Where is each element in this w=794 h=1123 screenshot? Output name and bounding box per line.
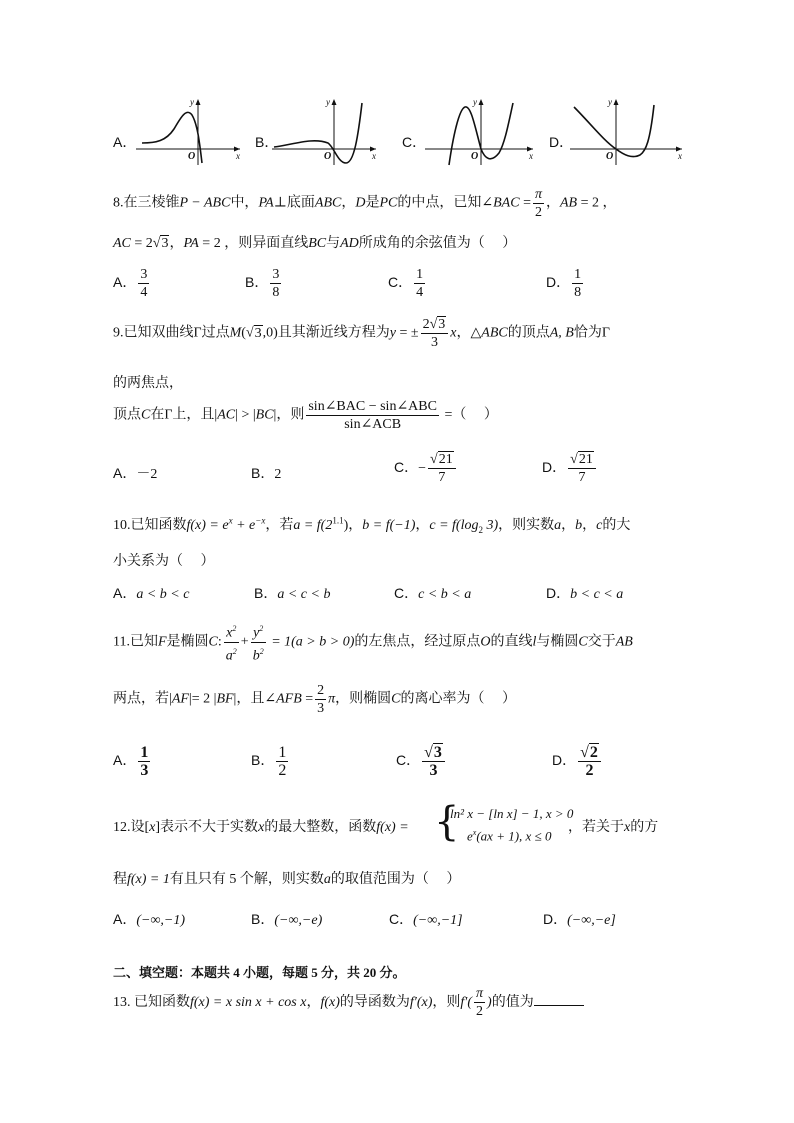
q8-option-a: A． $\frac{3}{4}$ [113, 267, 148, 300]
q13-stem: 13. 已知函数f(x) = x sin x + cos x，f(x)的导函数为f′(x)，则f′( $\frac{\pi}{2}$ )的值为 [113, 985, 584, 1021]
q7-origin-c: O [471, 151, 479, 162]
q7-axis-y-d: y [608, 97, 612, 107]
q7-option-b-label: B． [255, 134, 279, 150]
q10-option-d: D．b < c < a [546, 585, 624, 602]
q10-stem-line2: 小关系为（ ） [113, 554, 215, 569]
q12-option-b: B．(−∞,−e) [251, 911, 323, 928]
q9-asymptote-fraction: $\frac{2√3}{3}$ [421, 316, 449, 351]
q12-case1: ln² x − [ln x] − 1, x > 0 [450, 806, 574, 821]
q11-option-a: A． $\frac{1}{3}$ [113, 744, 149, 779]
q8-option-c: C． $\frac{1}{4}$ [388, 267, 424, 300]
q10-option-c: C．c < b < a [394, 585, 472, 602]
q11-stem-line2: 两点，若|AF|= 2 |BF|，且∠AFB = $\frac{2}{3}$ π，则椭圆C的离心率为（ ） [113, 683, 517, 716]
q7-origin-b: O [324, 151, 332, 162]
q7-axis-x-b: x [372, 151, 376, 161]
sqrt-icon: √ [152, 236, 161, 251]
q7-graph-d [570, 97, 690, 167]
q9-stem-line3: 顶点C在Γ上，且|AC| > |BC|，则 $\frac{\text{sin∠BAC − sin∠ABC}}{\text{sin∠ACB}}$ =（ ） [113, 399, 498, 432]
q7-option-a-label: A． [113, 134, 137, 150]
q9-stem-line2: 的两焦点， [113, 376, 183, 391]
q11-angle-fraction: $\frac{2}{3}$ [317, 683, 325, 716]
q7-graph-c [425, 97, 540, 167]
q10-option-a: A．a < b < c [113, 585, 190, 602]
q8-angle-fraction: $\frac{\pi}{2}$ [534, 187, 542, 220]
q11-stem-line1: 11.已知F是椭圆C: $\frac{x^2}{a^2}$ + $\frac{y^2}{b^2}$ = 1(a > b > 0)的左焦点，经过原点O的直线l与椭圆C交于AB [113, 620, 633, 664]
q11-x-fraction: $\frac{x^2}{a^2}$ [225, 624, 237, 664]
q11-option-c: C． $\frac{√3}{3}$ [396, 744, 447, 779]
q8-stem-line1: 8.在三棱锥P − ABC中，PA⊥底面ABC，D是PC的中点，已知∠BAC = $\frac{\pi}{2}$ ，AB = 2 ， [113, 187, 617, 220]
q9-option-a: A．－2 [113, 465, 158, 482]
q7-graph-b [272, 97, 382, 167]
section-heading-fill-in: 二、填空题：本题共 4 小题，每题 5 分，共 20 分。 [113, 965, 406, 980]
q7-axis-y-b: y [326, 97, 330, 107]
q10-option-b: B．a < c < b [254, 585, 331, 602]
q7-origin-d: O [606, 151, 614, 162]
piecewise-brace-icon: { [434, 799, 460, 845]
q9-option-d: D． $\frac{√21}{7}$ [542, 451, 598, 486]
q11-y-fraction: $\frac{y^2}{b^2}$ [252, 624, 264, 664]
q12-option-c: C．(−∞,−1] [389, 911, 463, 928]
q9-option-b: B．2 [251, 465, 282, 482]
q11-option-b: B． $\frac{1}{2}$ [251, 744, 287, 779]
q12-case2: $e^x(ax + 1)$, x ≤ 0 [467, 828, 552, 844]
q7-option-d-label: D． [549, 134, 574, 150]
q7-axis-x-c: x [529, 151, 533, 161]
q11-option-d: D． $\frac{√2}{2}$ [552, 744, 603, 779]
q7-axis-x: x [236, 151, 240, 161]
q12-option-d: D．(−∞,−e] [543, 911, 616, 928]
q13-fraction: $\frac{\pi}{2}$ [476, 986, 484, 1020]
q8-option-d: D． $\frac{1}{8}$ [546, 267, 582, 300]
q12-stem-line1-b: ，若关于x的方 [568, 820, 659, 835]
answer-blank[interactable] [534, 993, 584, 1006]
q12-stem-line1-a: 12.设[x]表示不大于实数x的最大整数，函数f(x) = [113, 820, 409, 835]
q7-axis-y: y [190, 97, 194, 107]
q7-option-c-label: C． [402, 134, 427, 150]
q7-axis-y-c: y [473, 97, 477, 107]
q9-stem-line1: 9.已知双曲线Γ过点M(√3,0)且其渐近线方程为y = ± $\frac{2√3}{3}$ x，△ABC的顶点A, B恰为Γ [113, 317, 610, 350]
q9-option-c: C．− $\frac{√21}{7}$ [394, 451, 458, 486]
q12-option-a: A．(−∞,−1) [113, 911, 186, 928]
q7-graph-a [136, 97, 246, 167]
q7-axis-x-d: x [678, 151, 682, 161]
q10-stem-line1: 10.已知函数$f(x) = e^x + e^{-x}$，若$a = f(2^{1.1})$，b = f(−1)，$c = f(\log_2$ 3)，则实数a，b，c的大 [113, 515, 631, 535]
q9-sine-fraction: $\frac{\text{sin∠BAC − sin∠ABC}}{\text{sin∠ACB}}$ [308, 399, 437, 432]
q8-option-b: B． $\frac{3}{8}$ [245, 267, 280, 300]
q12-stem-line2: 程f(x) = 1有且只有 5 个解，则实数a的取值范围为（ ） [113, 872, 461, 887]
q7-origin: O [188, 151, 196, 162]
q8-stem-line2: AC = 2√3，PA = 2 ，则异面直线BC与AD所成角的余弦值为（ ） [113, 236, 517, 251]
